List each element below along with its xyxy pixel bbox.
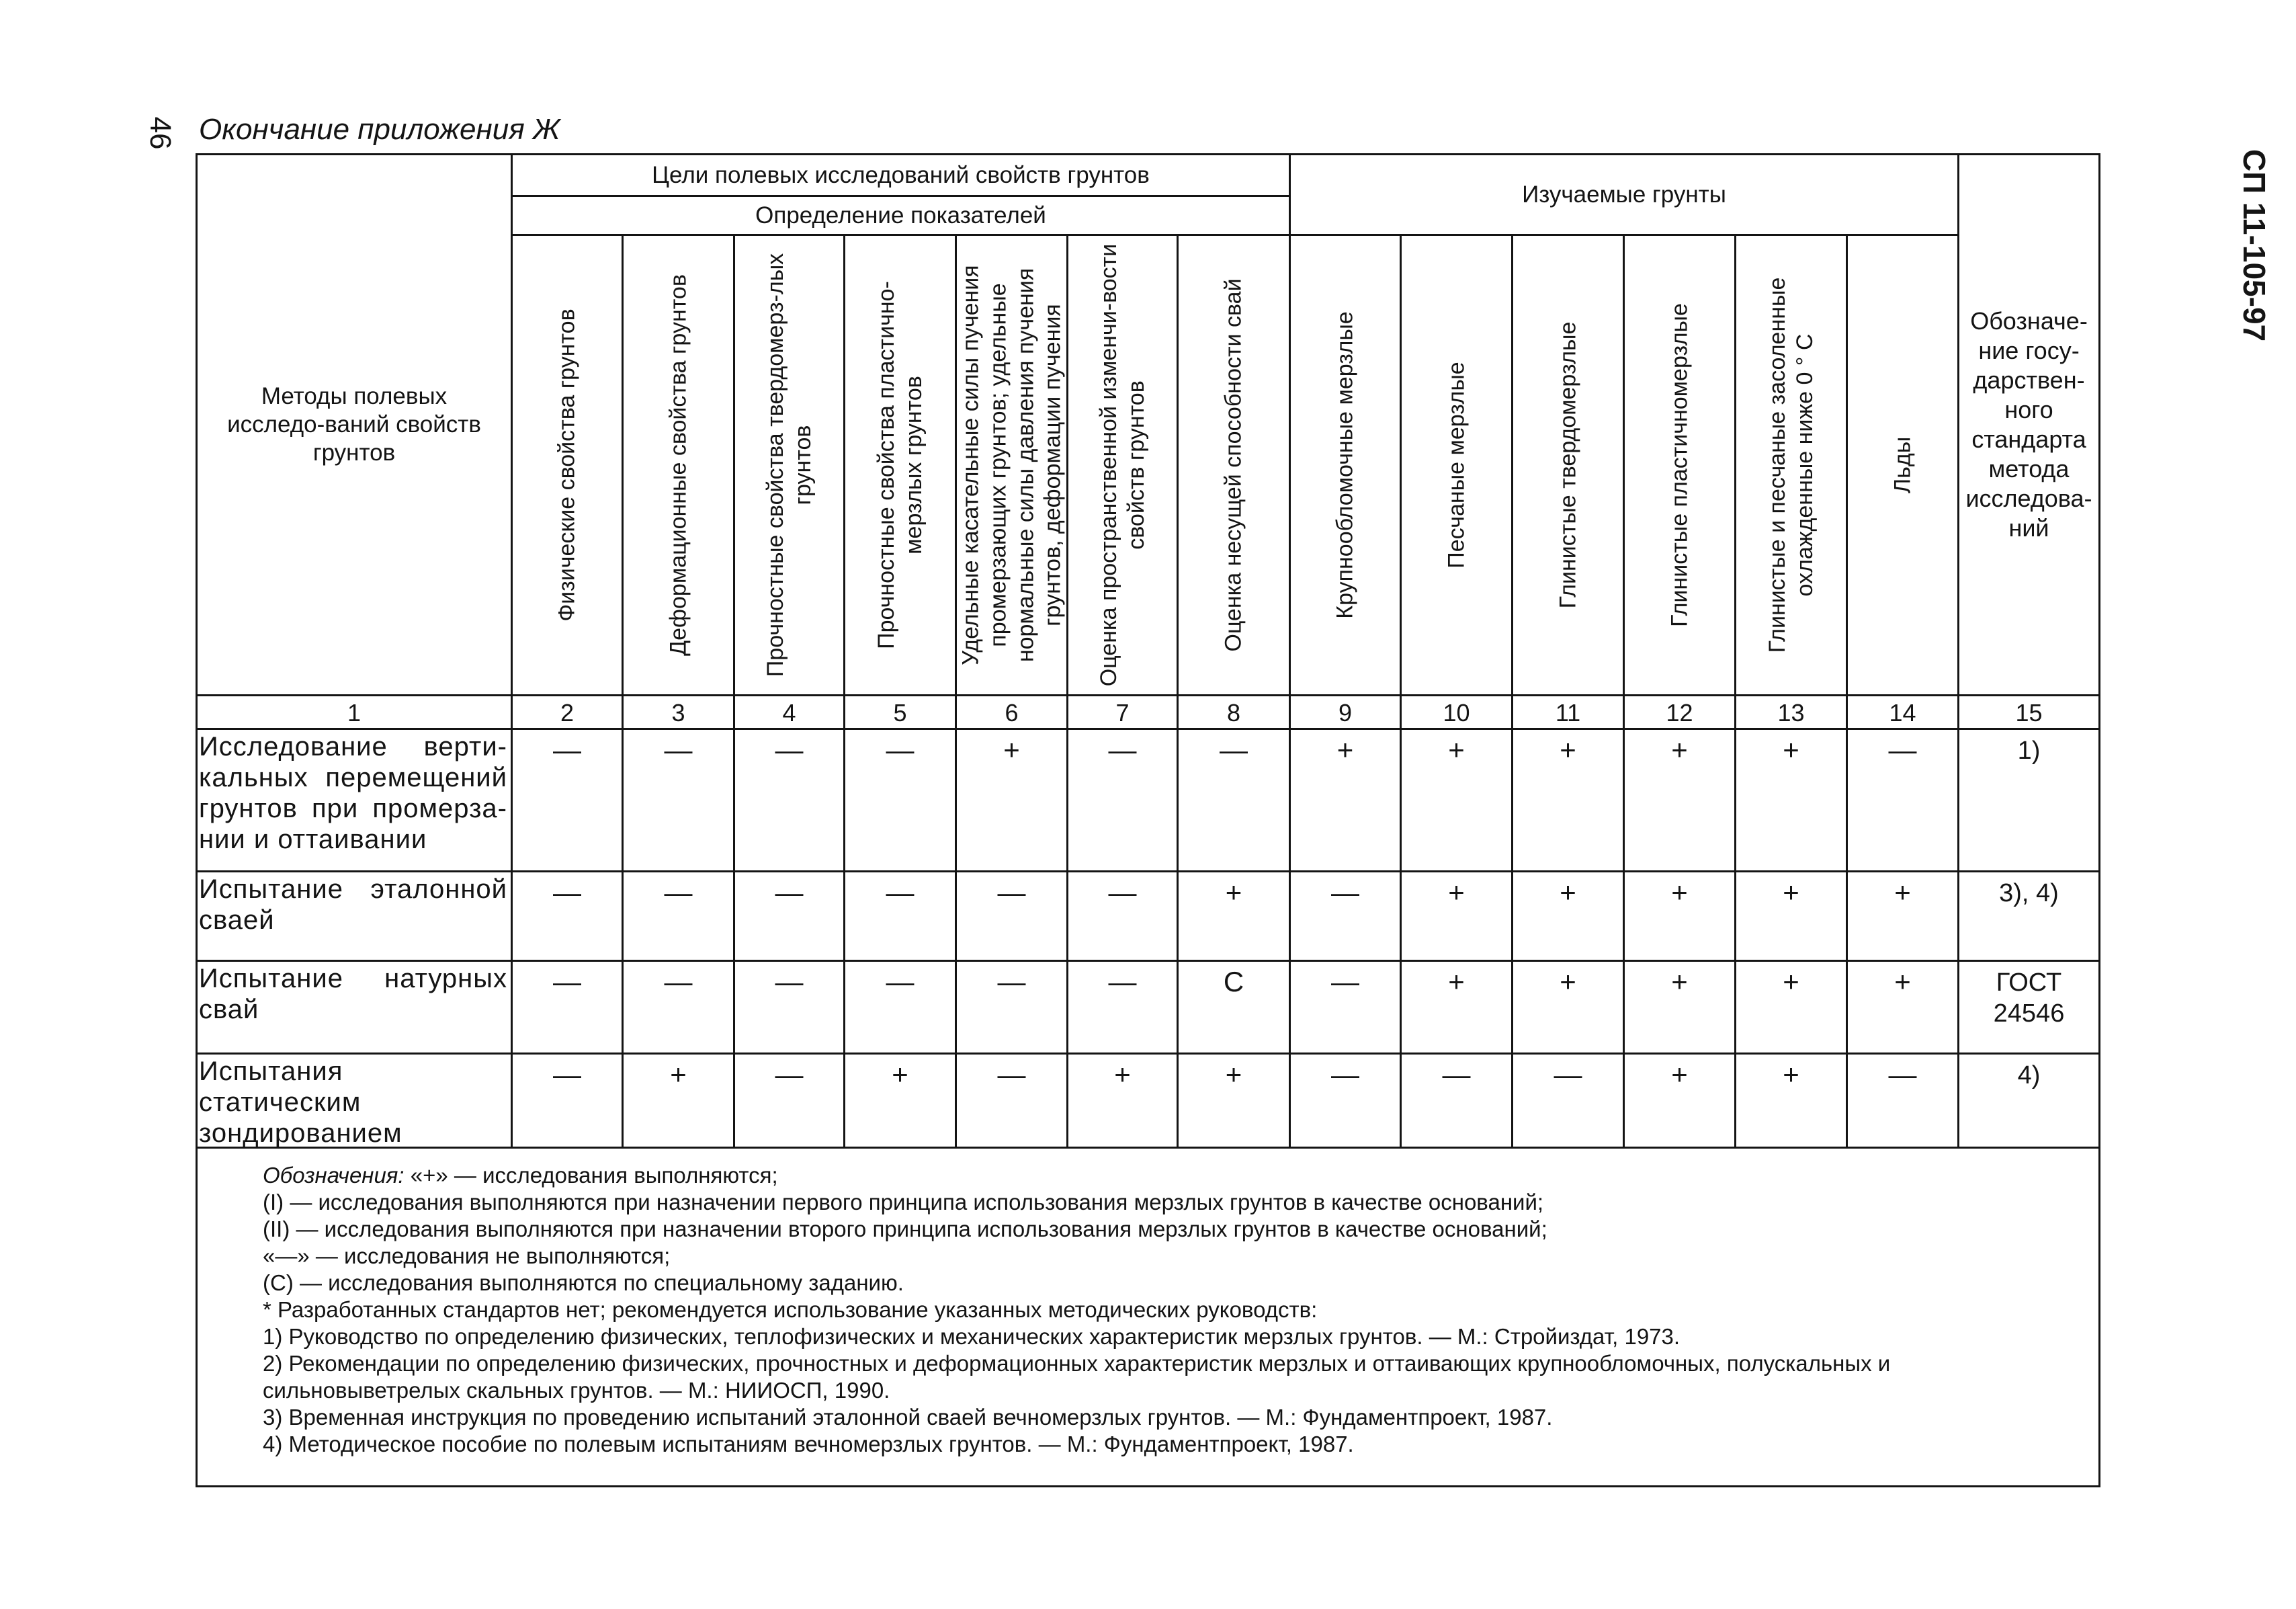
row-line [196,870,2100,872]
soil-header-4-text: Глинистые пластичномерзлые [1666,303,1693,627]
cell-mark: — [664,966,693,997]
method-name: Испытания статическим зондированием [199,1057,402,1148]
table-bottom-border [196,1485,2100,1487]
soil-header-5 [1736,236,1846,694]
soil-header-5-text: Глинистые и песчаные засоленные охлажденные ниже 0 ° С [1764,277,1818,653]
cell-mark: — [997,966,1026,997]
legend-label: Обозначения: [263,1163,405,1188]
note-line-c: (С) — исследования выполняются по специальному заданию. [263,1270,904,1295]
cell-mark: + [1225,876,1242,908]
document-code: СП 11-105-97 [2237,149,2272,342]
soils-header: Изучаемые грунты [1522,181,1726,208]
method-name: Испытание натурных свай [199,964,507,1024]
standard-reference: 1) [2017,737,2041,765]
row-line [196,960,2100,962]
cell-mark: + [1783,966,1799,997]
cell-mark: + [1003,734,1020,766]
cell-mark: — [553,734,581,766]
soil-header-3 [1513,236,1623,694]
reference-1: 1) Руководство по определению физических, теплофизических и механических характеристик мерзлых грунтов. — М.: Стройиздат, 1973. [263,1324,1681,1349]
cell-mark: — [1888,734,1917,766]
cell-mark: — [1331,1059,1359,1090]
column-number: 11 [1555,699,1581,727]
cell-mark: — [1554,1059,1582,1090]
cell-mark: + [1671,876,1688,908]
indicator-header-5-text: Удельные касательные силы пучения промерзающих грунтов; удельные нормальные силы давления пучения грунтов, деформации пучения [957,265,1066,665]
cell-mark: — [553,876,581,908]
indicator-header-4 [845,236,955,694]
indicator-header-6-text: Оценка пространственной изменчи-вости свойств грунтов [1095,243,1149,687]
soil-header-3-text: Глинистые твердомерзлые [1555,321,1581,609]
cell-mark: — [775,1059,804,1090]
cell-mark: — [1331,966,1359,997]
cell-mark: + [1560,876,1576,908]
column-number: 4 [782,699,796,727]
column-number: 1 [347,699,362,727]
indicator-header-5 [957,236,1066,694]
note-line-ii: (II) — исследования выполняются при назначении второго принципа использования мерзлых грунтов в качестве оснований; [263,1216,1547,1241]
indicators-header: Определение показателей [755,202,1046,229]
column-number: 3 [671,699,685,727]
cell-mark: + [1225,1059,1242,1090]
running-head: Окончание приложения Ж [199,113,560,146]
column-number: 5 [893,699,907,727]
legend-line [263,1162,2092,1189]
column-number: 12 [1666,699,1693,727]
indicator-header-6 [1068,236,1177,694]
goals-header: Цели полевых исследований свойств грунтов [652,161,1150,188]
cell-mark: + [1560,966,1576,997]
annex-table [196,153,2098,1487]
cell-mark: — [886,966,915,997]
cell-mark: — [886,876,915,908]
cell-mark: — [886,734,915,766]
soil-header-4 [1625,236,1734,694]
cell-mark: + [1671,734,1688,766]
note-line-i: (I) — исследования выполняются при назначении первого принципа использования мерзлых грунтов в качестве оснований; [263,1190,1544,1214]
cell-mark: + [1671,966,1688,997]
cell-mark: + [670,1059,687,1090]
cell-mark: — [997,1059,1026,1090]
method-column-header [198,155,511,694]
column-number: 10 [1443,699,1470,727]
soil-header-2-text: Песчаные мерзлые [1443,362,1470,569]
column-number: 9 [1338,699,1353,727]
soil-header-6 [1848,236,1957,694]
note-line-star: * Разработанных стандартов нет; рекомендуется использование указанных методических руководств: [263,1297,1318,1322]
column-number: 6 [1005,699,1019,727]
indicator-header-1-text: Физические свойства грунтов [554,308,580,622]
cell-mark: — [775,734,804,766]
cell-mark: + [1448,876,1465,908]
indicator-header-7-text: Оценка несущей способности свай [1220,278,1246,652]
standard-column-header [1959,155,2098,694]
cell-mark: — [1108,876,1137,908]
cell-mark: + [1336,734,1354,766]
cell-mark: + [1114,1059,1131,1090]
table-right-border [2098,153,2100,1487]
indicator-header-7 [1179,236,1289,694]
cell-mark: + [1671,1059,1688,1090]
indicator-header-2 [624,236,733,694]
column-number: 7 [1115,699,1130,727]
cell-mark: С [1223,966,1244,997]
column-number: 14 [1889,699,1916,727]
cell-mark: — [775,876,804,908]
cell-mark: — [997,876,1026,908]
row-line [196,1053,2100,1055]
standard-column-header-text: Обозначе-ние госу-дарствен-ного стандарта метода исследова-ний [1965,307,2092,542]
column-number: 2 [560,699,575,727]
soil-header-2 [1402,236,1511,694]
method-name: Исследование верти-кальных перемещений грунтов при промерза-нии и оттаивании [199,732,507,854]
cell-mark: + [1894,966,1911,997]
cell-mark: + [892,1059,908,1090]
cell-mark: — [1108,734,1137,766]
cell-mark: — [553,966,581,997]
column-number: 13 [1777,699,1805,727]
reference-4: 4) Методическое пособие по полевым испытаниям вечномерзлых грунтов. — М.: Фундаментпроект, 1987. [263,1432,1354,1456]
soil-header-1 [1291,236,1400,694]
cell-mark: — [775,966,804,997]
soil-header-1-text: Крупнообломочные мерзлые [1332,311,1358,619]
cell-mark: + [1783,734,1799,766]
cell-mark: + [1783,876,1799,908]
standard-reference: 4) [2017,1061,2041,1089]
cell-mark: — [1331,876,1359,908]
reference-2: 2) Рекомендации по определению физических, прочностных и деформационных характеристик мерзлых и оттаивающих крупнообломочных, полускальных и сильновыветрелых скальных грунтов. — М.: НИИОСП, 1990. [263,1351,1891,1403]
column-number: 8 [1226,699,1241,727]
cell-mark: — [664,876,693,908]
cell-mark: + [1783,1059,1799,1090]
standard-reference: ГОСТ 24546 [1993,968,2065,1028]
cell-mark: — [1108,966,1137,997]
cell-mark: — [664,734,693,766]
indicator-header-4-text: Прочностные свойства пластично-мерзлых грунтов [873,281,927,649]
cell-mark: + [1448,966,1465,997]
indicator-header-3 [735,236,843,694]
cell-mark: — [1220,734,1248,766]
cell-mark: + [1448,734,1465,766]
cell-mark: + [1894,876,1911,908]
standard-reference: 3), 4) [1999,879,2059,907]
cell-mark: + [1560,734,1576,766]
cell-mark: — [1442,1059,1471,1090]
method-column-header-text: Методы полевых исследо-ваний свойств грунтов [227,383,481,466]
note-line-dash: «—» — исследования не выполняются; [263,1243,671,1268]
cell-mark: — [1888,1059,1917,1090]
method-name: Испытание эталонной сваей [199,874,507,935]
indicator-header-2-text: Деформационные свойства грунтов [665,274,691,656]
page-number: 46 [144,116,177,150]
soil-header-6-text: Льды [1889,436,1916,494]
indicator-header-1 [513,236,622,694]
indicator-header-3-text: Прочностные свойства твердомерз-лых грунтов [762,253,816,677]
cell-mark: — [553,1059,581,1090]
reference-3: 3) Временная инструкция по проведению испытаний эталонной сваей вечномерзлых грунтов. — М.: Фундаментпроект, 1987. [263,1405,1553,1430]
legend-plus: «+» — исследования выполняются; [410,1163,778,1188]
notes-block [263,1162,2092,1458]
column-number: 15 [2015,699,2043,727]
